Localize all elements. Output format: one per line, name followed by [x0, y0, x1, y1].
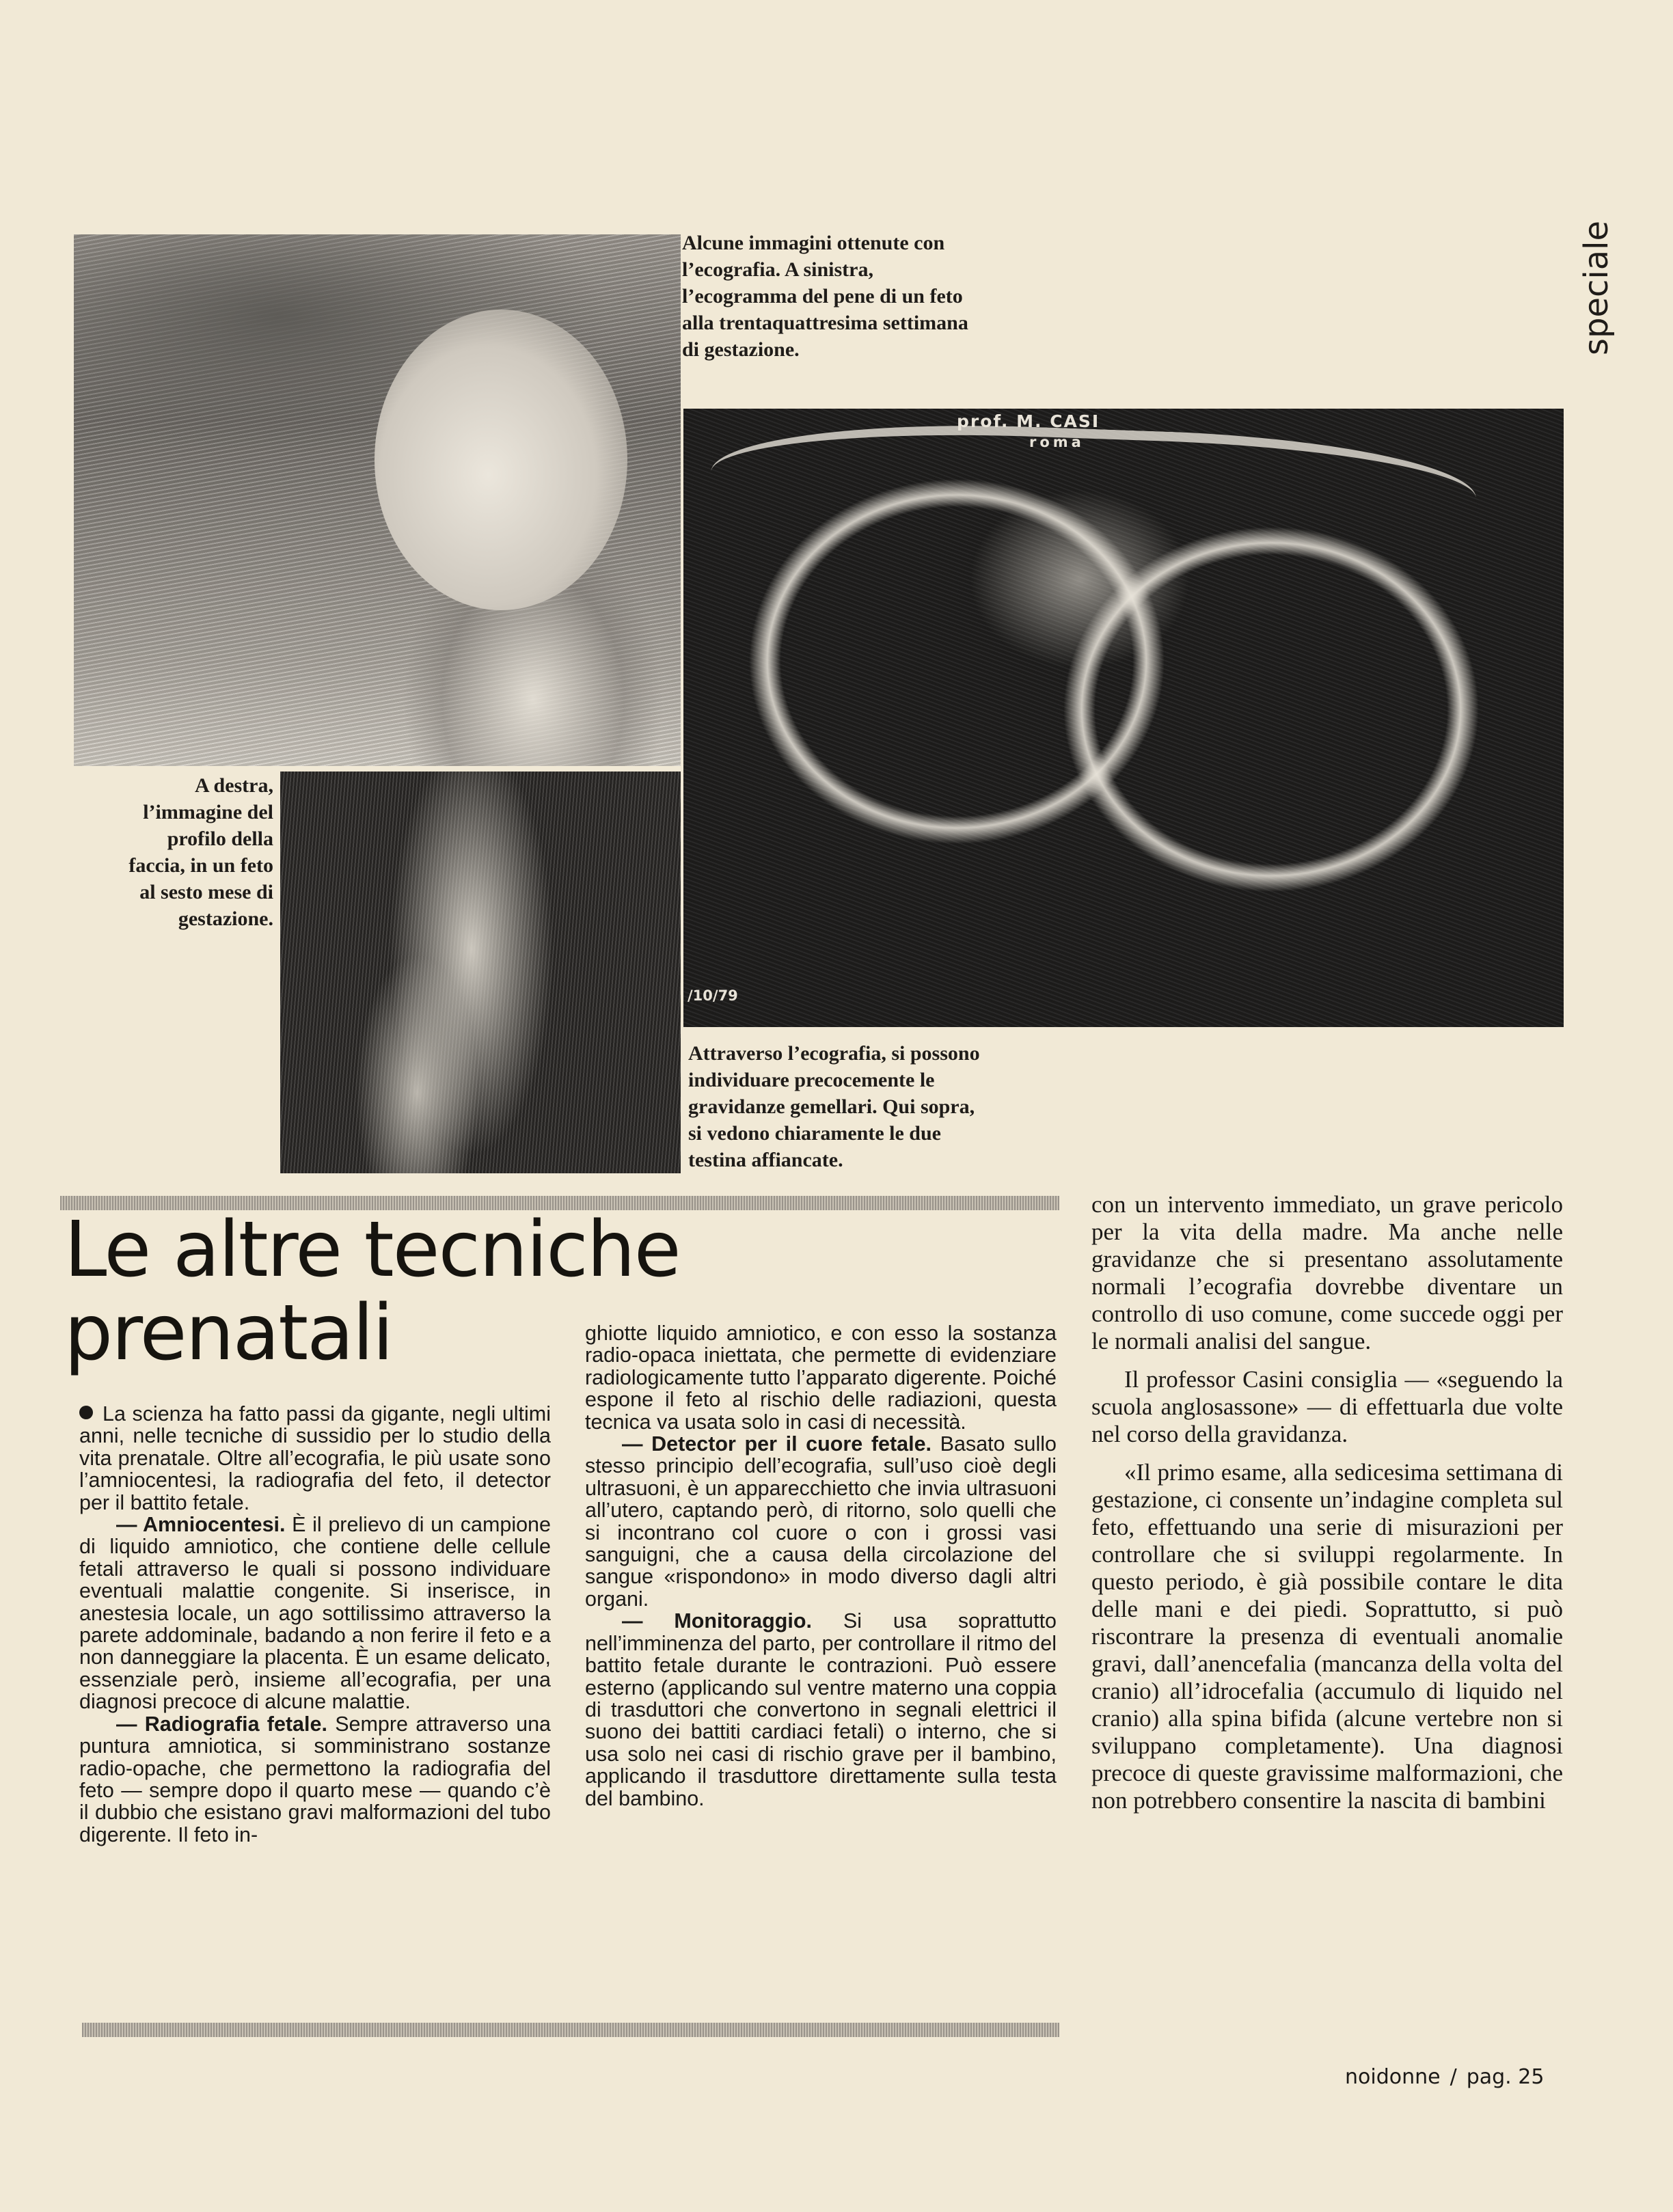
photo-stamp-name: prof. M. CASI	[957, 411, 1100, 431]
bullet-icon	[79, 1406, 93, 1419]
ultrasound-image-face-profile	[280, 772, 681, 1173]
ultrasound-image-twins	[683, 409, 1564, 1027]
col2-continuation: ghiotte liquido amniotico, e con esso la sostanza radio-opaca iniettata, che permette di evidenziare radiologicamente tutto l’apparato digerente. Poiché espone il feto al rischio delle radiazioni, questa tecnica va usata solo in casi di necessità.	[585, 1322, 1057, 1434]
subhead-radiografia: — Radiografia fetale.	[116, 1712, 327, 1736]
subhead-detector: — Detector per il cuore fetale.	[622, 1432, 932, 1456]
ultrasound-image-genitals	[74, 234, 681, 766]
col3-paragraph-2: Il professor Casini consiglia — «seguendo la scuola anglosassone» — di effettuarla due volte nel corso della gravidanza.	[1091, 1366, 1563, 1447]
caption-top: Alcune immagini ottenute con l’ecografia. A sinistra, l’ecogramma del pene di un feto alla trentaquattresima settimana di gestazione.	[682, 232, 968, 361]
footer-separator: /	[1450, 2065, 1457, 2089]
photo-stamp-city: roma	[1029, 434, 1085, 450]
col3-paragraph-1: con un intervento immediato, un grave pericolo per la vita della madre. Ma anche nelle gravidanze che si presentano assolutamente normali l’ecografia dovrebbe diventare un controllo di uso comune, come succede oggi per le normali analisi del sangue.	[1091, 1191, 1563, 1354]
detector-text: Basato sullo stesso principio dell’ecografia, sull’uso cioè degli ultrasuoni, è un apparecchietto che invia ultrasuoni all’utero, captando però, di ritorno, solo quelli che si incontrano col cuore o con i grossi vasi sanguigni, che a causa della circolazione del sangue «rispondono» in modo diverso dagli altri organi.	[585, 1432, 1057, 1611]
article-column-2	[585, 1322, 1057, 1810]
radiografia-text: Sempre attraverso una puntura amniotica, si somministrano sostanze radio-opache, che permettono la radiografia del feto — sempre dopo il quarto mese — quando c’è il dubbio che esistano gravi malformazioni del tubo digerente. Il feto in-	[79, 1712, 551, 1846]
bottom-rule	[82, 2023, 1059, 2037]
subhead-amniocentesi: — Amniocentesi.	[116, 1513, 286, 1537]
intro-text: La scienza ha fatto passi da gigante, negli ultimi anni, nelle tecniche di sussidio per lo studio della vita prenatale. Oltre all’ecografia, le più usate sono l’amniocentesi, la radiografia del feto, il detector per il battito fetale.	[79, 1402, 551, 1514]
article-column-1	[79, 1403, 551, 1846]
subhead-monitoraggio: — Monitoraggio.	[622, 1609, 812, 1633]
amniocentesi-text: È il prelievo di un campione di liquido amniotico, che contiene delle cellule fetali attraverso le quali si possono individuare eventuali malattie congenite. Si inserisce, in anestesia locale, un ago sottilissimo attraverso la parete addominale, badando a non ferire il feto e a non danneggiare la placenta. È un esame delicato, essenziale però, insieme all’ecografia, per una diagnosi precoce di alcune malattie.	[79, 1513, 551, 1714]
article-column-3	[1091, 1191, 1563, 1825]
page-footer	[1345, 2065, 1544, 2089]
page-number: pag. 25	[1466, 2065, 1545, 2089]
article-title: Le altre tecniche prenatali	[64, 1205, 680, 1378]
monitoraggio-text: Si usa soprattutto nell’imminenza del parto, per controllare il ritmo del battito fetale durante le contrazioni. Può essere esterno (applicando sul ventre materno una coppia di trasduttori che convertono in segnali elettrici il suono dei battiti cardiaci fetali) o interno, che si usa solo nei casi di rischio grave per il bambino, applicando il trasduttore direttamente sulla testa del bambino.	[585, 1609, 1057, 1810]
col3-paragraph-3: «Il primo esame, alla sedicesima settimana di gestazione, ci consente un’indagine completa sul feto, effettuando una serie di misurazioni per controllare che si sviluppi regolarmente. In questo periodo, è già possibile contare le dita delle mani e dei piedi. Soprattutto, si può riscontrare la presenza di eventuali anomalie gravi, dall’anencefalia (mancanza della volta del cranio) all’idrocefalia (accumulo di liquido nel cranio) alla spina bifida (alcune vertebre non si sviluppano completamente). Una diagnosi precoce di queste gravissime malformazioni, che non potrebbero consentire la nascita di bambini	[1091, 1459, 1563, 1814]
magazine-name: noidonne	[1345, 2065, 1441, 2089]
photo-stamp	[957, 411, 1100, 452]
caption-left: A destra, l’immagine del profilo della faccia, in un feto al sesto mese di gestazione.	[128, 774, 273, 930]
caption-middle: Attraverso l’ecografia, si possono individuare precocemente le gravidanze gemellari. Qui sopra, si vedono chiaramente le due testina affiancate.	[688, 1042, 980, 1171]
photo-date: /10/79	[688, 987, 738, 1004]
section-tab: speciale	[1577, 220, 1616, 355]
